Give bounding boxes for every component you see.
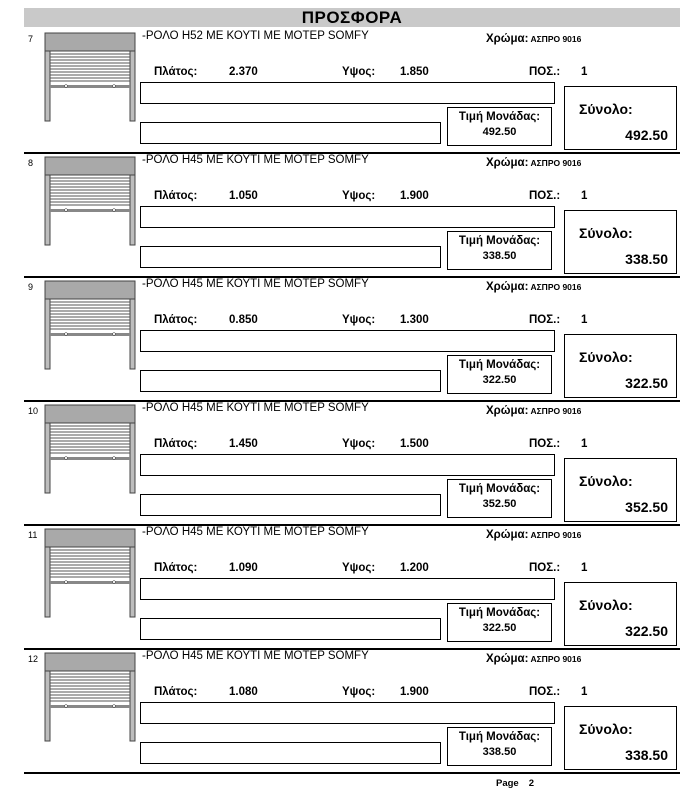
unit-price-value: 338.50 (482, 250, 517, 262)
item-number: 9 (28, 282, 34, 292)
unit-price-box (447, 355, 552, 394)
height-label: Υψος: (342, 562, 376, 574)
width-label: Πλάτος: (154, 66, 198, 78)
extra-notes-field[interactable] (140, 494, 441, 516)
unit-price-value: 322.50 (482, 622, 517, 634)
width-label: Πλάτος: (154, 190, 198, 202)
quantity-label: ΠΟΣ.: (529, 66, 561, 78)
unit-price-label: Τιμή Μονάδας: (458, 111, 541, 123)
color-label: Χρώμα: (486, 653, 529, 665)
item-description: -ΡΟΛΟ Η45 ΜΕ ΚΟΥΤΙ ΜΕ ΜΟΤΕΡ SOMFY (142, 154, 369, 166)
color-label: Χρώμα: (486, 405, 529, 417)
unit-price-box (447, 231, 552, 270)
extra-notes-field[interactable] (140, 246, 441, 268)
unit-price-value: 352.50 (482, 498, 517, 510)
extra-notes-field[interactable] (140, 370, 441, 392)
unit-price-label: Τιμή Μονάδας: (458, 359, 541, 371)
color-value: ΑΣΠΡΟ 9016 (530, 158, 582, 168)
item-number: 11 (28, 530, 38, 540)
color-value: ΑΣΠΡΟ 9016 (530, 34, 582, 44)
height-label: Υψος: (342, 314, 376, 326)
offer-title: ΠΡΟΣΦΟΡΑ (24, 8, 680, 27)
total-label: Σύνολο: (579, 473, 633, 489)
width-label: Πλάτος: (154, 686, 198, 698)
item-number: 7 (28, 34, 34, 44)
item-description: -ΡΟΛΟ Η52 ΜΕ ΚΟΥΤΙ ΜΕ ΜΟΤΕΡ SOMFY (142, 30, 369, 42)
quantity-value: 1 (581, 314, 588, 326)
item-description: -ΡΟΛΟ Η45 ΜΕ ΚΟΥΤΙ ΜΕ ΜΟΤΕΡ SOMFY (142, 278, 369, 290)
total-value: 322.50 (625, 375, 668, 391)
height-value: 1.500 (400, 438, 429, 450)
height-label: Υψος: (342, 66, 376, 78)
color-value: ΑΣΠΡΟ 9016 (530, 530, 582, 540)
quantity-value: 1 (581, 562, 588, 574)
item-description: -ΡΟΛΟ Η45 ΜΕ ΚΟΥΤΙ ΜΕ ΜΟΤΕΡ SOMFY (142, 650, 369, 662)
width-value: 2.370 (229, 66, 258, 78)
color-field (486, 405, 581, 417)
color-field (486, 281, 581, 293)
page-footer (496, 778, 534, 789)
total-label: Σύνολο: (579, 349, 633, 365)
page-number: 2 (528, 778, 535, 789)
unit-price-label: Τιμή Μονάδας: (458, 607, 541, 619)
quantity-label: ΠΟΣ.: (529, 190, 561, 202)
color-field (486, 529, 581, 541)
total-value: 322.50 (625, 623, 668, 639)
unit-price-value: 338.50 (482, 746, 517, 758)
height-label: Υψος: (342, 686, 376, 698)
width-value: 1.080 (229, 686, 258, 698)
extra-notes-field[interactable] (140, 618, 441, 640)
notes-field[interactable] (140, 82, 555, 104)
color-value: ΑΣΠΡΟ 9016 (530, 654, 582, 664)
item-description: -ΡΟΛΟ Η45 ΜΕ ΚΟΥΤΙ ΜΕ ΜΟΤΕΡ SOMFY (142, 402, 369, 414)
height-label: Υψος: (342, 438, 376, 450)
notes-field[interactable] (140, 454, 555, 476)
unit-price-value: 322.50 (482, 374, 517, 386)
offer-item (24, 30, 680, 154)
height-label: Υψος: (342, 190, 376, 202)
width-label: Πλάτος: (154, 438, 198, 450)
unit-price-box (447, 727, 552, 766)
color-label: Χρώμα: (486, 281, 529, 293)
roller-shutter-icon (44, 280, 136, 370)
height-value: 1.900 (400, 190, 429, 202)
color-value: ΑΣΠΡΟ 9016 (530, 282, 582, 292)
offer-item (24, 650, 680, 774)
offer-item (24, 402, 680, 526)
color-value: ΑΣΠΡΟ 9016 (530, 406, 582, 416)
extra-notes-field[interactable] (140, 742, 441, 764)
quantity-label: ΠΟΣ.: (529, 562, 561, 574)
width-label: Πλάτος: (154, 562, 198, 574)
total-value: 352.50 (625, 499, 668, 515)
color-label: Χρώμα: (486, 33, 529, 45)
unit-price-label: Τιμή Μονάδας: (458, 731, 541, 743)
quantity-value: 1 (581, 190, 588, 202)
width-label: Πλάτος: (154, 314, 198, 326)
item-number: 10 (28, 406, 39, 416)
total-label: Σύνολο: (579, 225, 633, 241)
quantity-value: 1 (581, 686, 588, 698)
page-label: Page (496, 778, 519, 789)
offer-item (24, 154, 680, 278)
total-box (564, 334, 677, 398)
total-value: 492.50 (625, 127, 668, 143)
total-box (564, 86, 677, 150)
quantity-value: 1 (581, 438, 588, 450)
item-divider (24, 772, 680, 774)
color-label: Χρώμα: (486, 529, 529, 541)
total-value: 338.50 (625, 251, 668, 267)
unit-price-box (447, 603, 552, 642)
item-number: 8 (28, 158, 34, 168)
total-label: Σύνολο: (579, 721, 633, 737)
notes-field[interactable] (140, 702, 555, 724)
height-value: 1.900 (400, 686, 429, 698)
unit-price-label: Τιμή Μονάδας: (458, 483, 541, 495)
quantity-label: ΠΟΣ.: (529, 686, 561, 698)
total-box (564, 706, 677, 770)
color-field (486, 157, 581, 169)
quantity-value: 1 (581, 66, 588, 78)
unit-price-box (447, 107, 552, 146)
width-value: 1.450 (229, 438, 258, 450)
offer-item (24, 278, 680, 402)
color-field (486, 653, 581, 665)
total-label: Σύνολο: (579, 101, 633, 117)
notes-field[interactable] (140, 330, 555, 352)
notes-field[interactable] (140, 578, 555, 600)
item-number: 12 (28, 654, 39, 664)
notes-field[interactable] (140, 206, 555, 228)
unit-price-label: Τιμή Μονάδας: (458, 235, 541, 247)
roller-shutter-icon (44, 528, 136, 618)
color-field (486, 33, 581, 45)
offer-item (24, 526, 680, 650)
roller-shutter-icon (44, 156, 136, 246)
height-value: 1.850 (400, 66, 429, 78)
unit-price-value: 492.50 (482, 126, 517, 138)
unit-price-box (447, 479, 552, 518)
item-description: -ΡΟΛΟ Η45 ΜΕ ΚΟΥΤΙ ΜΕ ΜΟΤΕΡ SOMFY (142, 526, 369, 538)
color-label: Χρώμα: (486, 157, 529, 169)
height-value: 1.200 (400, 562, 429, 574)
roller-shutter-icon (44, 652, 136, 742)
extra-notes-field[interactable] (140, 122, 441, 144)
quantity-label: ΠΟΣ.: (529, 438, 561, 450)
roller-shutter-icon (44, 32, 136, 122)
width-value: 1.090 (229, 562, 258, 574)
height-value: 1.300 (400, 314, 429, 326)
width-value: 0.850 (229, 314, 258, 326)
total-box (564, 210, 677, 274)
width-value: 1.050 (229, 190, 258, 202)
total-value: 338.50 (625, 747, 668, 763)
roller-shutter-icon (44, 404, 136, 494)
quantity-label: ΠΟΣ.: (529, 314, 561, 326)
total-box (564, 582, 677, 646)
total-label: Σύνολο: (579, 597, 633, 613)
total-box (564, 458, 677, 522)
